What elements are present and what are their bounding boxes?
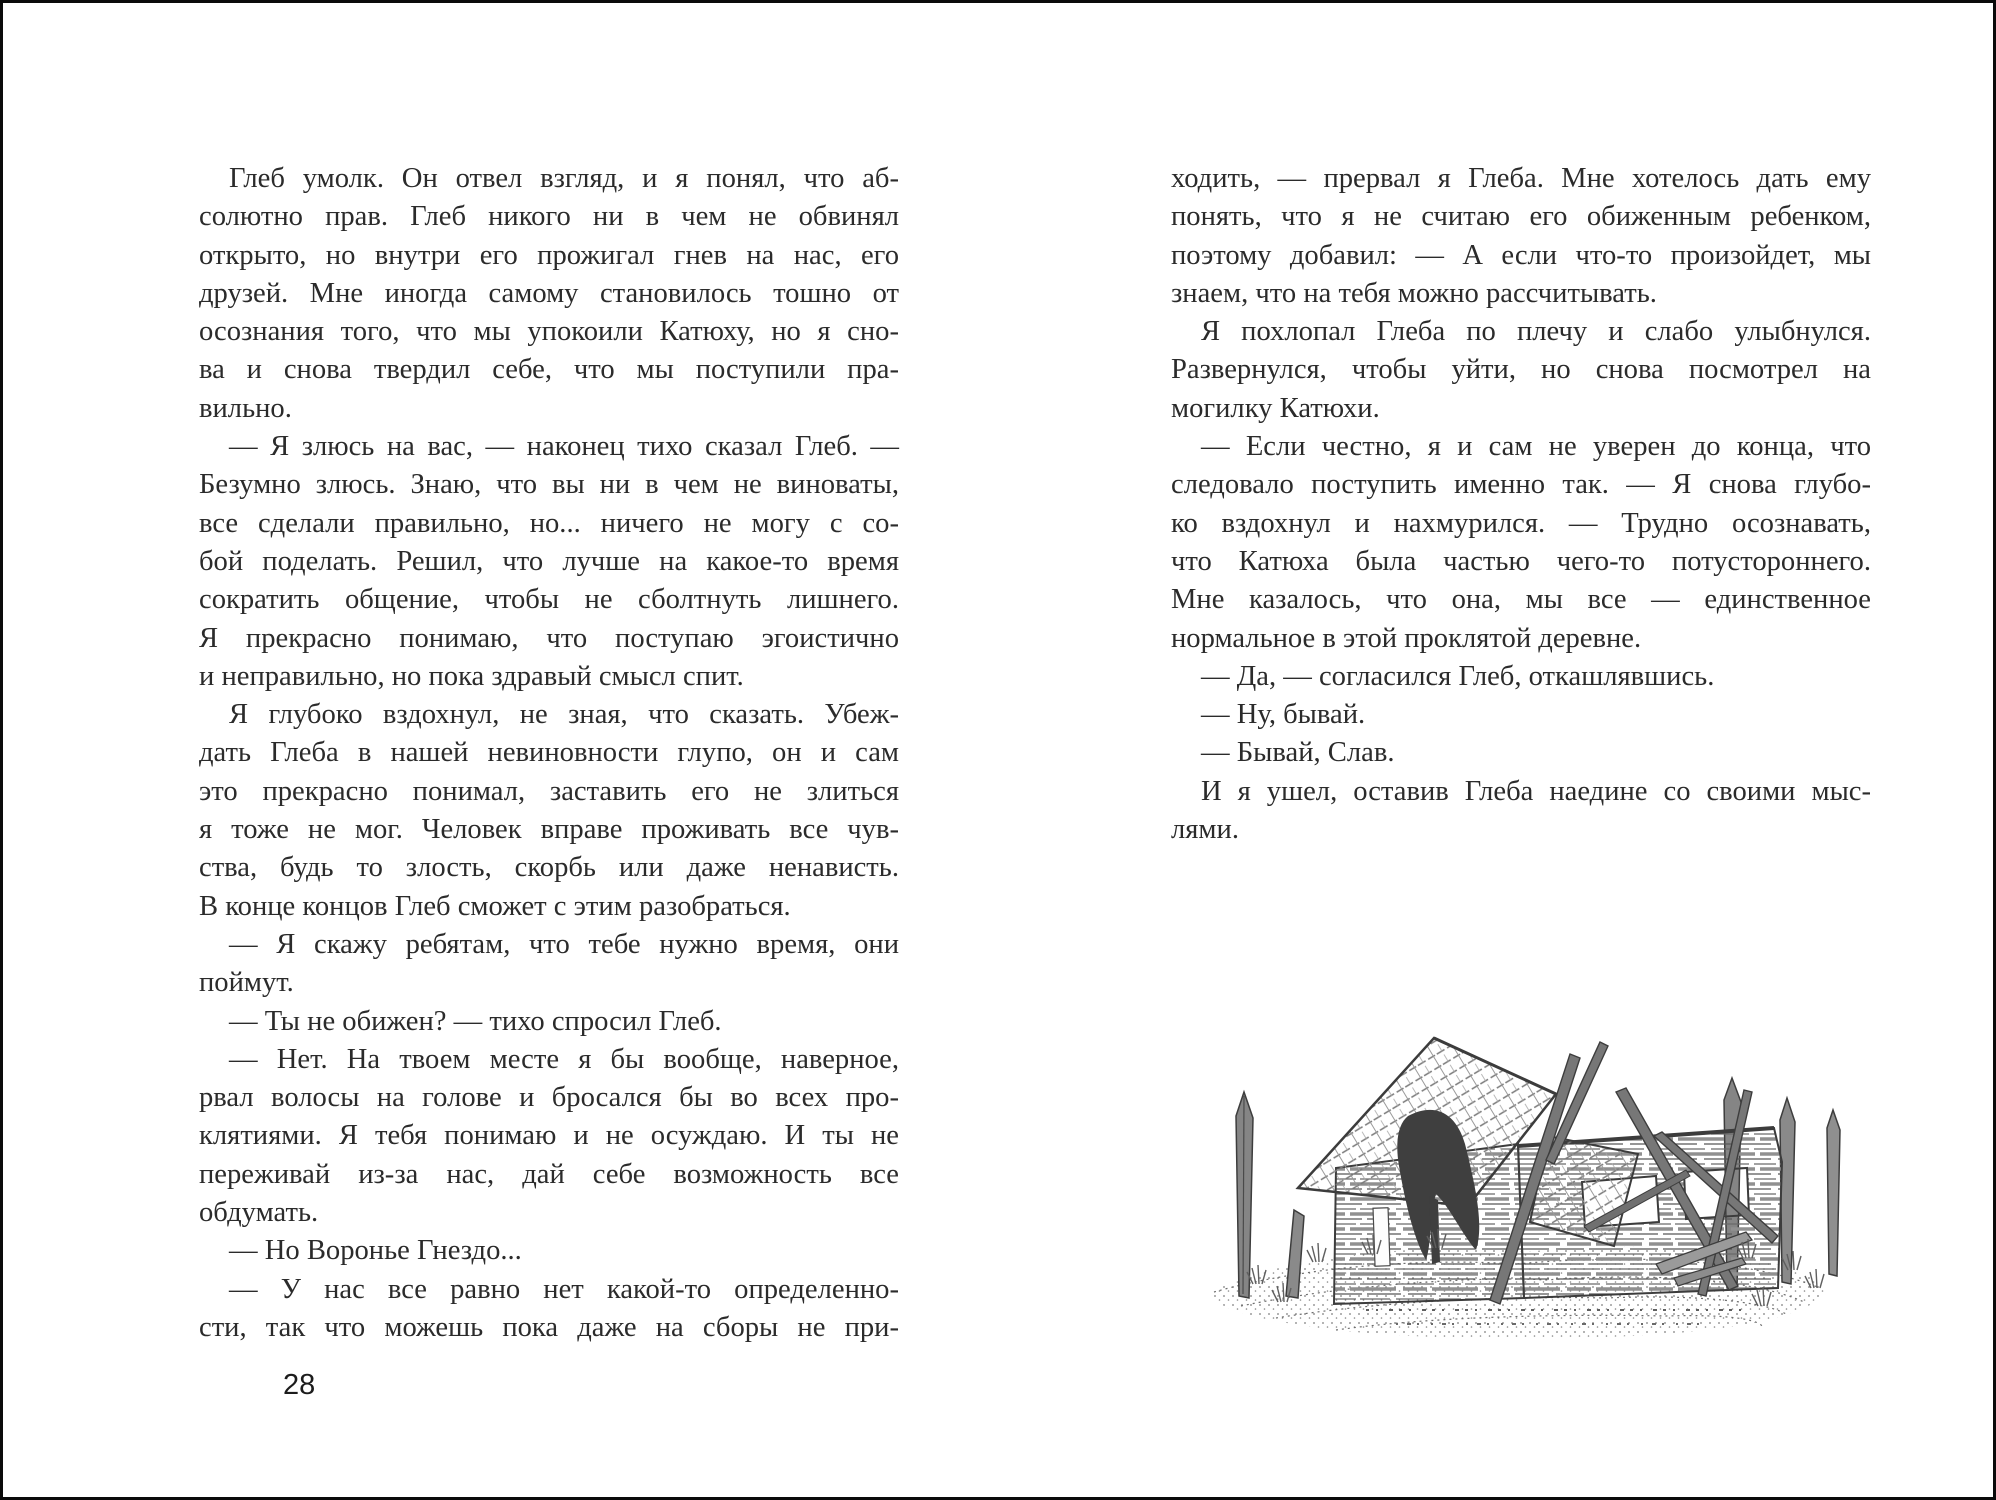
text-line: открыто, но внутри его прожигал гнев на нас, его xyxy=(199,239,899,271)
text-line: — Ну, бывай. xyxy=(1201,699,1366,731)
text-line: Мне казалось, что она, мы все — единственное xyxy=(1171,584,1871,616)
text-line: рвал волосы на голове и бросался бы во всех про- xyxy=(199,1082,899,1114)
text-line: Развернулся, чтобы уйти, но снова посмотрел на xyxy=(1171,354,1871,386)
text-line: что Катюха была частью чего-то потустороннего. xyxy=(1171,545,1871,577)
text-line: вильно. xyxy=(199,392,292,424)
text-line: ходить, — прервал я Глеба. Мне хотелось дать ему xyxy=(1171,163,1871,194)
text-line: я тоже не мог. Человек вправе проживать все чув- xyxy=(199,814,899,846)
page-number: 28 xyxy=(283,1369,316,1401)
text-line: обдумать. xyxy=(199,1197,319,1229)
text-line: — Нет. На твоем месте я бы вообще, наверное, xyxy=(229,1043,899,1075)
text-line: — Ты не обижен? — тихо спросил Глеб. xyxy=(229,1005,722,1037)
text-line: солютно прав. Глеб никого ни в чем не обвинял xyxy=(199,201,899,233)
text-line: сти, так что можешь пока даже на сборы не при- xyxy=(199,1311,899,1343)
text-line: — Бывай, Слав. xyxy=(1201,737,1395,769)
text-line: осознания того, что мы упокоили Катюху, но я сно- xyxy=(199,316,899,348)
text-line: это прекрасно понимал, заставить его не злиться xyxy=(199,775,899,807)
text-line: нормальное в этой проклятой деревне. xyxy=(1171,622,1642,654)
text-line: сократить общение, чтобы не сболтнуть лишнего. xyxy=(199,584,899,616)
text-line: все сделали правильно, но... ничего не могу с со- xyxy=(199,507,899,539)
text-line: и неправильно, но пока здравый смысл спит. xyxy=(199,660,744,692)
text-line: переживай из-за нас, дай себе возможность все xyxy=(199,1158,899,1190)
text-line: бой поделать. Решил, что лучше на какое-то время xyxy=(199,545,899,577)
text-line: В конце концов Глеб сможет с этим разобраться. xyxy=(199,890,791,922)
window-slit xyxy=(1373,1208,1390,1266)
text-line: лями. xyxy=(1171,814,1239,846)
text-line: ства, будь то злость, скорбь или даже ненависть. xyxy=(199,852,899,884)
text-line: Безумно злюсь. Знаю, что вы ни в чем не виноваты, xyxy=(199,469,899,501)
text-line: клятиями. Я тебя понимаю и не осуждаю. И ты не xyxy=(199,1120,899,1152)
text-line: поэтому добавил: — А если что-то произойдет, мы xyxy=(1171,239,1871,271)
text-line: — Я злюсь на вас, — наконец тихо сказал Глеб. — xyxy=(229,431,899,463)
text-line: И я ушел, оставив Глеба наедине со своими мыс- xyxy=(1201,775,1871,807)
text-line: друзей. Мне иногда самому становилось тошно от xyxy=(199,277,899,309)
text-line: могилку Катюхи. xyxy=(1171,392,1380,424)
text-line: Я прекрасно понимаю, что поступаю эгоистично xyxy=(199,622,899,654)
text-line: понять, что я не считаю его обиженным ребенком, xyxy=(1171,201,1871,233)
text-line: следовало поступить именно так. — Я снова глубо- xyxy=(1171,469,1871,501)
right-page-text xyxy=(1171,160,1871,849)
text-line: знаем, что на тебя можно рассчитывать. xyxy=(1171,277,1657,309)
text-line: — Если честно, я и сам не уверен до конца, что xyxy=(1201,431,1871,463)
left-page-text xyxy=(199,160,899,1347)
text-line: — Я скажу ребятам, что тебе нужно время, они xyxy=(229,928,899,960)
text-line: Я глубоко вздохнул, не зная, что сказать. Убеж- xyxy=(229,699,899,731)
stake xyxy=(1236,1092,1253,1298)
text-line: ва и снова твердил себе, что мы поступили пра- xyxy=(199,354,899,386)
ruined-hut-illustration xyxy=(1186,996,1852,1348)
text-line: Я похлопал Глеба по плечу и слабо улыбнулся. xyxy=(1201,316,1871,348)
text-line: — Да, — согласился Глеб, откашлявшись. xyxy=(1201,660,1715,692)
text-line: Глеб умолк. Он отвел взгляд, и я понял, что аб- xyxy=(229,163,899,194)
text-line: дать Глеба в нашей невиновности глупо, он и сам xyxy=(199,737,899,769)
text-line: — Но Воронье Гнездо... xyxy=(229,1235,522,1267)
stake xyxy=(1827,1110,1840,1276)
ruined-log-hut-drawing xyxy=(1186,996,1852,1348)
text-line: ко вздохнул и нахмурился. — Трудно осознавать, xyxy=(1171,507,1871,539)
text-line: поймут. xyxy=(199,967,294,999)
text-line: — У нас все равно нет какой-то определенно- xyxy=(229,1273,899,1305)
